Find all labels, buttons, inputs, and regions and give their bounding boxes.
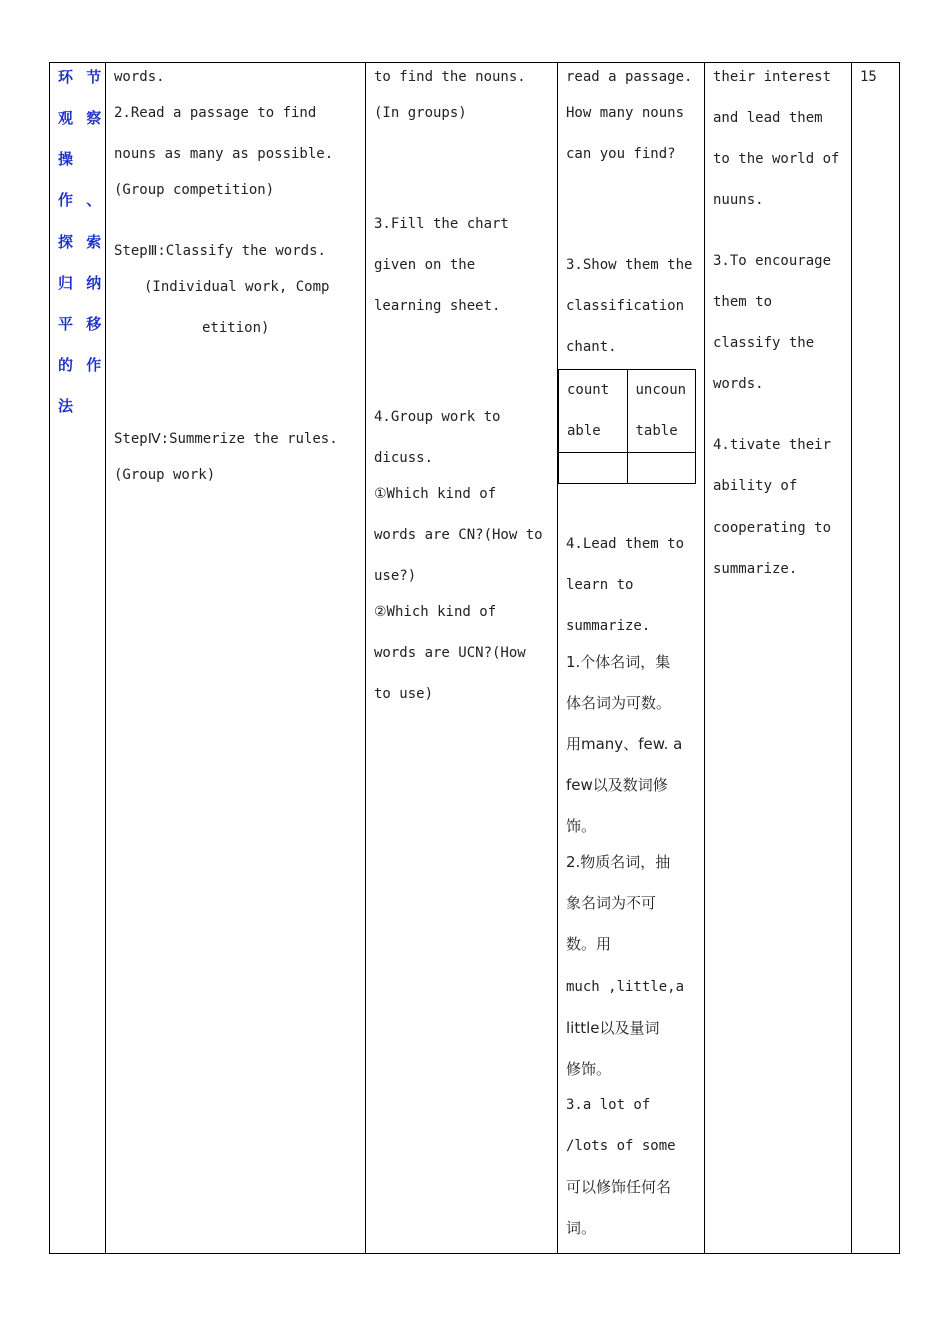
student-line: given on the xyxy=(374,257,476,273)
student-line: dicuss. xyxy=(374,450,434,466)
student-line: 3.Fill the chart xyxy=(374,216,509,232)
chart-cell-uncountable xyxy=(627,453,696,484)
chart-header-countable: count able xyxy=(559,370,628,453)
table-row xyxy=(50,63,900,1254)
teacher-line: 用many、few. a xyxy=(566,735,683,753)
teacher-line: few以及数词修 xyxy=(566,776,668,794)
teacher-line: much ,little,a xyxy=(566,979,685,995)
teacher-line: 数。用 xyxy=(566,935,612,953)
steps-line: (Group competition) xyxy=(114,182,275,198)
teacher-line: chant. xyxy=(566,339,617,355)
purpose-line: them to xyxy=(713,294,773,310)
teacher-activities-cell xyxy=(558,63,705,1254)
steps-line: nouns as many as possible. xyxy=(114,146,334,162)
teacher-line: 象名词为不可 xyxy=(566,894,657,912)
steps-line: StepⅣ:Summerize the rules. xyxy=(114,431,338,447)
student-line: to find the nouns. xyxy=(374,69,526,85)
purpose-line: and lead them xyxy=(713,110,823,126)
steps-line: (Group work) xyxy=(114,467,216,483)
steps-cell xyxy=(106,63,366,1254)
purpose-line: their interest xyxy=(713,69,832,85)
stage-line: 探 索 xyxy=(58,233,106,251)
lesson-plan-table xyxy=(49,62,900,1254)
purpose-line: nuuns. xyxy=(713,192,764,208)
student-line: words are CN?(How to xyxy=(374,527,543,543)
stage-line: 观 察 xyxy=(58,109,106,127)
teacher-line: learn to xyxy=(566,577,634,593)
purpose-line: classify the xyxy=(713,335,815,351)
purpose-line: 4.tivate their xyxy=(713,437,832,453)
steps-line: words. xyxy=(114,69,165,85)
purpose-line: ability of xyxy=(713,478,798,494)
chart-cell-countable xyxy=(559,453,628,484)
teacher-line: 可以修饰任何名 xyxy=(566,1178,672,1196)
purpose-line: to the world of xyxy=(713,151,840,167)
teacher-line: 4.Lead them to xyxy=(566,536,685,552)
stage-line: 环 节 xyxy=(58,68,106,86)
teacher-line: little以及量词 xyxy=(566,1019,660,1037)
steps-line: (Individual work, Comp xyxy=(144,279,330,295)
student-line: learning sheet. xyxy=(374,298,501,314)
student-line: words are UCN?(How xyxy=(374,645,526,661)
purpose-line: words. xyxy=(713,376,764,392)
student-line: ①Which kind of xyxy=(374,486,497,502)
teacher-line: 修饰。 xyxy=(566,1060,612,1078)
stage-cell xyxy=(50,63,106,1254)
classification-chart xyxy=(558,369,696,484)
teacher-line: classification xyxy=(566,298,685,314)
teacher-line: can you find? xyxy=(566,146,676,162)
teacher-line: 3.Show them the xyxy=(566,257,693,273)
teacher-line: 3.a lot of xyxy=(566,1097,651,1113)
steps-line: 2.Read a passage to find xyxy=(114,105,317,121)
teacher-line: How many nouns xyxy=(566,105,685,121)
purpose-line: summarize. xyxy=(713,561,798,577)
stage-line: 作 、 xyxy=(58,191,106,209)
student-line: use?) xyxy=(374,568,417,584)
teacher-line: read a passage. xyxy=(566,69,693,85)
teacher-line: summarize. xyxy=(566,618,651,634)
teacher-line: 2.物质名词，抽 xyxy=(566,853,671,871)
chart-header-uncountable: uncoun table xyxy=(627,370,696,453)
steps-line: StepⅢ:Classify the words. xyxy=(114,243,326,259)
steps-line: etition) xyxy=(202,320,270,336)
teacher-line: 1.个体名词，集 xyxy=(566,653,671,671)
student-line: (In groups) xyxy=(374,105,467,121)
teacher-line: /lots of some xyxy=(566,1138,676,1154)
stage-line: 归 纳 xyxy=(58,274,106,292)
purpose-cell xyxy=(705,63,852,1254)
student-line: to use) xyxy=(374,686,434,702)
teacher-line: 饰。 xyxy=(566,817,597,835)
time-cell xyxy=(852,63,900,1254)
teacher-line: 体名词为可数。 xyxy=(566,694,672,712)
stage-line: 法 xyxy=(58,397,78,415)
student-line: 4.Group work to xyxy=(374,409,501,425)
time-value: 15 xyxy=(860,69,877,85)
purpose-line: cooperating to xyxy=(713,520,832,536)
stage-line: 操 xyxy=(58,150,78,168)
student-activities-cell xyxy=(366,63,558,1254)
purpose-line: 3.To encourage xyxy=(713,253,832,269)
teacher-line: 词。 xyxy=(566,1219,597,1237)
stage-line: 平 移 xyxy=(58,315,106,333)
student-line: ②Which kind of xyxy=(374,604,497,620)
stage-line: 的 作 xyxy=(58,356,106,374)
